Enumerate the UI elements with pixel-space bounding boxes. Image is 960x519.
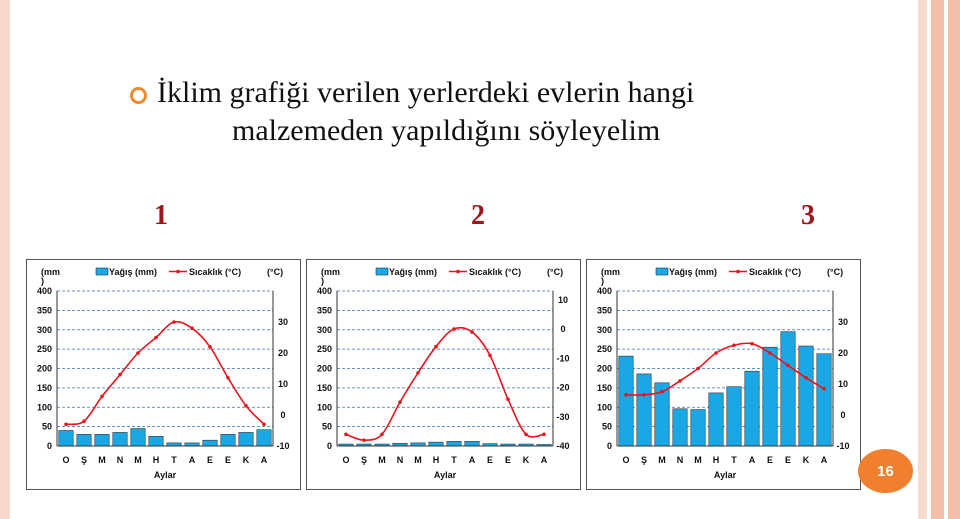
precip-bar [77, 434, 91, 446]
precip-bar [619, 356, 633, 446]
x-axis-title: Aylar [713, 470, 737, 480]
climate-chart-2 [306, 259, 581, 490]
left-tick-label: 300 [36, 324, 52, 335]
temperature-point [118, 373, 122, 377]
page-number-badge: 16 [858, 449, 913, 493]
left-tick-label: 0 [326, 441, 332, 451]
left-tick-label: 0 [606, 441, 612, 451]
temperature-point [488, 354, 492, 358]
legend-line-marker [736, 270, 740, 274]
legend-bar-label: Yağış (mm) [109, 267, 158, 277]
precip-bar [637, 374, 651, 446]
temperature-line [66, 322, 264, 425]
month-tick-label: K [522, 455, 530, 465]
temperature-line [346, 328, 544, 440]
x-axis-title: Aylar [433, 470, 457, 480]
right-tick-label: 30 [837, 317, 849, 327]
precip-bar [113, 432, 127, 446]
month-tick-label: H [152, 455, 160, 465]
month-tick-label: N [676, 455, 684, 465]
legend-bar-swatch [96, 268, 108, 275]
left-tick-label: 100 [316, 402, 332, 413]
left-tick-label: 100 [36, 402, 52, 413]
precip-bar [727, 387, 741, 446]
month-tick-label: T [451, 455, 457, 465]
left-tick-label: 150 [596, 382, 612, 393]
right-tick-label: 10 [557, 294, 569, 305]
precip-bar [709, 393, 723, 446]
right-tick-label: -20 [556, 382, 570, 393]
left-unit-label: ) [41, 276, 44, 286]
legend-line-label: Sıcaklık (°C) [189, 267, 242, 277]
temperature-point [190, 326, 194, 330]
month-tick-label: M [658, 455, 666, 465]
month-tick-label: M [98, 455, 106, 465]
month-tick-label: Ş [640, 455, 648, 465]
left-tick-label: 400 [36, 286, 52, 296]
left-unit-label: ) [601, 276, 604, 286]
right-tick-label: 20 [277, 348, 289, 358]
left-tick-label: 400 [596, 286, 612, 296]
temperature-point [64, 423, 68, 427]
temperature-point [244, 404, 248, 408]
left-tick-label: 100 [596, 402, 612, 413]
left-unit-label: ) [321, 276, 324, 286]
left-tick-label: 400 [316, 286, 332, 296]
month-tick-label: H [432, 455, 440, 465]
left-tick-label: 150 [316, 382, 332, 393]
right-unit-label: (°C) [547, 267, 564, 277]
temperature-point [416, 371, 420, 375]
right-tick-label: -30 [556, 411, 570, 422]
temperature-point [822, 387, 826, 391]
month-tick-label: E [766, 455, 774, 465]
climate-chart-svg [307, 260, 580, 489]
legend-bar-label: Yağış (mm) [669, 267, 718, 277]
legend-line-label: Sıcaklık (°C) [749, 267, 802, 277]
left-tick-label: 300 [596, 324, 612, 335]
precip-bar [763, 347, 777, 446]
right-tick-label: -10 [836, 441, 850, 451]
month-tick-label: A [820, 455, 828, 465]
right-deco-stripe [931, 0, 944, 519]
left-unit-label: (mm [41, 267, 61, 277]
left-tick-label: 200 [36, 363, 52, 374]
month-tick-label: K [802, 455, 810, 465]
month-tick-label: H [712, 455, 720, 465]
legend-line-label: Sıcaklık (°C) [469, 267, 522, 277]
right-deco-stripe [918, 0, 927, 519]
left-tick-label: 50 [601, 421, 612, 432]
precip-bar [239, 432, 253, 446]
precip-bar [447, 441, 461, 446]
left-border-stripe [0, 0, 10, 519]
left-tick-label: 300 [316, 324, 332, 335]
month-tick-label: A [748, 455, 756, 465]
precip-bar [781, 332, 795, 446]
left-tick-label: 250 [36, 344, 52, 355]
climate-chart-1 [26, 259, 301, 490]
temperature-point [696, 367, 700, 371]
right-unit-label: (°C) [267, 267, 284, 277]
precip-bar [257, 430, 271, 446]
temperature-point [172, 320, 176, 324]
precip-bar [131, 429, 145, 446]
temperature-point [398, 400, 402, 404]
legend-bar-label: Yağış (mm) [389, 267, 438, 277]
left-tick-label: 0 [46, 441, 52, 451]
right-deco-stripe [948, 0, 960, 519]
month-tick-label: O [342, 455, 350, 465]
right-tick-label: -40 [556, 441, 570, 451]
right-tick-label: -10 [556, 353, 570, 364]
right-tick-label: 0 [560, 324, 566, 335]
month-tick-label: M [134, 455, 142, 465]
month-tick-label: T [731, 455, 737, 465]
temperature-point [624, 393, 628, 397]
temperature-point [678, 379, 682, 383]
precip-bar [95, 434, 109, 446]
month-tick-label: M [378, 455, 386, 465]
right-tick-label: 0 [280, 410, 286, 420]
precip-bar [59, 431, 73, 447]
month-tick-label: T [171, 455, 177, 465]
month-tick-label: E [784, 455, 792, 465]
month-tick-label: M [414, 455, 422, 465]
temperature-point [542, 433, 546, 437]
bullet-ring-icon [130, 87, 147, 104]
precip-bar [817, 354, 831, 446]
temperature-point [362, 438, 366, 442]
temperature-point [226, 376, 230, 380]
left-tick-label: 250 [596, 344, 612, 355]
temperature-point [82, 419, 86, 423]
temperature-point [136, 351, 140, 355]
temperature-point [208, 345, 212, 349]
precip-bar [149, 436, 163, 446]
temperature-point [154, 336, 158, 340]
legend-line-marker [176, 270, 180, 274]
right-tick-label: 10 [837, 379, 849, 389]
precip-bar [691, 410, 705, 446]
month-tick-label: O [62, 455, 70, 465]
left-tick-label: 150 [36, 382, 52, 393]
right-unit-label: (°C) [827, 267, 844, 277]
temperature-point [804, 376, 808, 380]
legend-bar-swatch [376, 268, 388, 275]
temperature-point [100, 395, 104, 399]
temperature-point [470, 330, 474, 334]
temperature-point [732, 343, 736, 347]
month-tick-label: E [504, 455, 512, 465]
month-tick-label: Ş [360, 455, 368, 465]
temperature-point [380, 433, 384, 437]
temperature-point [344, 433, 348, 437]
temperature-point [524, 433, 528, 437]
left-tick-label: 50 [321, 421, 332, 432]
temperature-point [768, 351, 772, 355]
slide-title-line-2: malzemeden yapıldığını söyleyelim [232, 114, 661, 147]
right-tick-label: 20 [837, 348, 849, 358]
temperature-point [660, 390, 664, 394]
month-tick-label: E [206, 455, 214, 465]
left-tick-label: 200 [596, 363, 612, 374]
temperature-point [262, 423, 266, 427]
month-tick-label: A [260, 455, 268, 465]
temperature-point [506, 397, 510, 401]
right-tick-label: 10 [277, 379, 289, 389]
month-tick-label: A [188, 455, 196, 465]
temperature-point [452, 327, 456, 331]
chart-number-2: 2 [471, 200, 485, 231]
right-tick-label: -10 [276, 441, 290, 451]
temperature-point [642, 393, 646, 397]
left-tick-label: 50 [41, 421, 52, 432]
left-tick-label: 350 [596, 305, 612, 316]
temperature-point [786, 364, 790, 368]
temperature-point [714, 351, 718, 355]
left-tick-label: 200 [316, 363, 332, 374]
month-tick-label: O [622, 455, 630, 465]
precip-bar [465, 441, 479, 446]
left-unit-label: (mm [321, 267, 341, 277]
month-tick-label: E [486, 455, 494, 465]
month-tick-label: M [694, 455, 702, 465]
chart-number-3: 3 [801, 200, 815, 231]
legend-bar-swatch [656, 268, 668, 275]
month-tick-label: K [242, 455, 250, 465]
legend-line-marker [456, 270, 460, 274]
x-axis-title: Aylar [153, 470, 177, 480]
left-unit-label: (mm [601, 267, 621, 277]
climate-chart-svg [587, 260, 860, 489]
month-tick-label: N [116, 455, 124, 465]
right-tick-label: 0 [840, 410, 846, 420]
precip-bar [429, 442, 443, 446]
precip-bar [221, 434, 235, 446]
month-tick-label: N [396, 455, 404, 465]
left-tick-label: 250 [316, 344, 332, 355]
month-tick-label: A [468, 455, 476, 465]
month-tick-label: E [224, 455, 232, 465]
left-tick-label: 350 [36, 305, 52, 316]
climate-chart-svg [27, 260, 300, 489]
temperature-point [434, 345, 438, 349]
precip-bar [203, 440, 217, 446]
precip-bar [673, 409, 687, 446]
precip-bar [799, 346, 813, 446]
slide-title-line-1: İklim grafiği verilen yerlerdeki evlerin hangi [157, 76, 695, 109]
precip-bar [745, 371, 759, 446]
chart-number-1: 1 [154, 200, 168, 231]
temperature-point [750, 342, 754, 346]
month-tick-label: A [540, 455, 548, 465]
left-tick-label: 350 [316, 305, 332, 316]
right-tick-label: 30 [277, 317, 289, 327]
month-tick-label: Ş [80, 455, 88, 465]
climate-chart-3 [586, 259, 861, 490]
